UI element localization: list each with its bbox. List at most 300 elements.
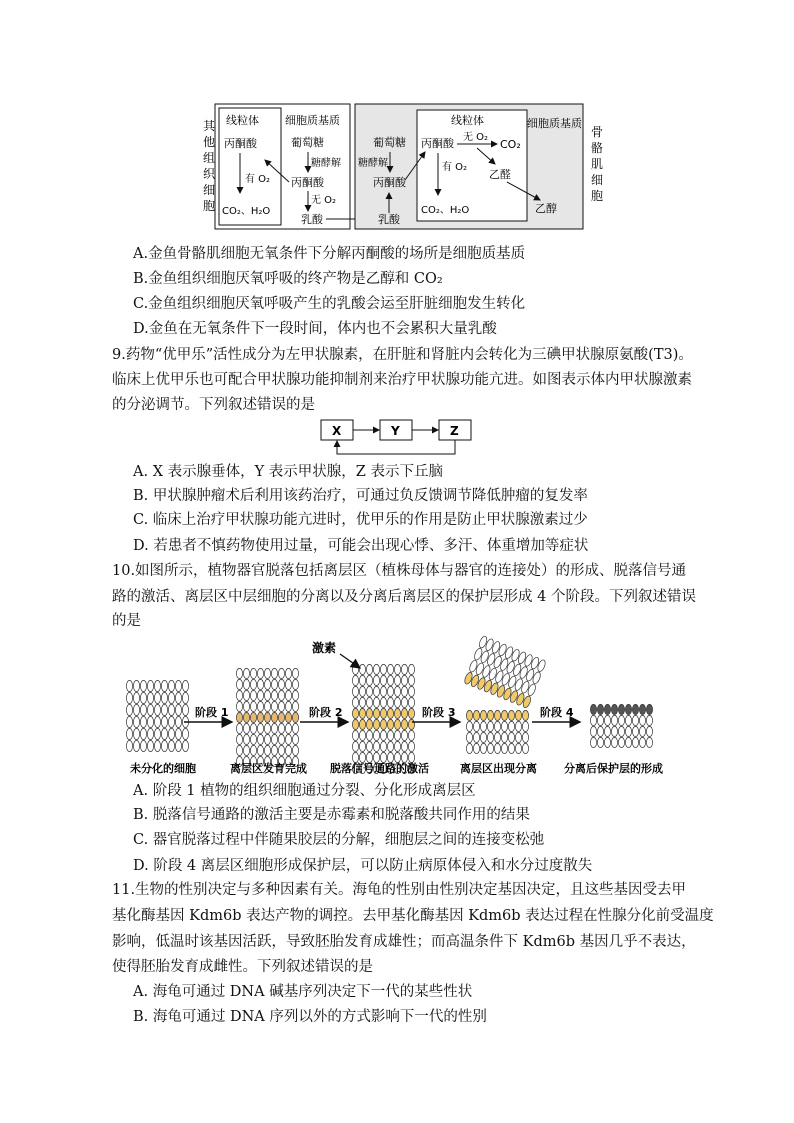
cell <box>480 732 486 742</box>
cell <box>366 675 372 685</box>
cell <box>264 723 270 733</box>
cell <box>394 719 400 729</box>
cell <box>292 723 298 733</box>
cell <box>366 741 372 751</box>
hormone-label: 激素 <box>312 641 337 655</box>
cell <box>285 745 291 755</box>
cell <box>466 710 472 720</box>
cell <box>639 715 645 725</box>
cell <box>140 704 146 715</box>
cell <box>604 715 610 725</box>
cell <box>243 745 249 755</box>
cell <box>632 726 638 736</box>
cell <box>292 701 298 711</box>
cell <box>236 712 242 722</box>
cell <box>161 716 167 727</box>
cell <box>387 664 393 674</box>
svg-text:无 O₂: 无 O₂ <box>463 132 489 143</box>
cell <box>387 719 393 729</box>
cell <box>401 708 407 718</box>
cell <box>292 668 298 678</box>
cell <box>401 730 407 740</box>
cell <box>236 679 242 689</box>
cell <box>147 680 153 691</box>
cell <box>611 715 617 725</box>
svg-text:细: 细 <box>591 173 604 187</box>
cell <box>168 680 174 691</box>
q10-stem-line-3: 的是 <box>112 613 141 629</box>
stage-2-label: 阶段 2 <box>309 706 343 719</box>
svg-text:组: 组 <box>203 151 216 165</box>
svg-text:Z: Z <box>450 424 459 438</box>
cell <box>604 737 610 747</box>
left-cell-label <box>203 118 216 213</box>
cell <box>292 690 298 700</box>
cell <box>126 704 132 715</box>
cell <box>182 692 188 703</box>
svg-text:丙酮酸: 丙酮酸 <box>291 176 324 189</box>
cell <box>271 668 277 678</box>
cell <box>236 668 242 678</box>
cell <box>473 743 479 753</box>
cell <box>625 704 631 714</box>
cell <box>639 726 645 736</box>
cell <box>408 697 414 707</box>
cell <box>175 728 181 739</box>
svg-text:CO₂、H₂O: CO₂、H₂O <box>222 206 271 217</box>
q9-option-a: A. X 表示腺垂体，Y 表示甲状腺，Z 表示下丘脑 <box>133 464 443 480</box>
cell <box>271 734 277 744</box>
cell <box>271 745 277 755</box>
cell <box>243 679 249 689</box>
cell <box>522 732 528 742</box>
cell <box>639 737 645 747</box>
cell <box>154 680 160 691</box>
cell <box>380 708 386 718</box>
cell <box>278 723 284 733</box>
cell <box>387 741 393 751</box>
svg-text:CO₂: CO₂ <box>500 138 521 151</box>
cell <box>175 716 181 727</box>
cell <box>373 730 379 740</box>
svg-text:他: 他 <box>203 135 216 149</box>
cell <box>243 668 249 678</box>
svg-text:CO₂、H₂O: CO₂、H₂O <box>421 205 470 216</box>
cell <box>366 697 372 707</box>
cell <box>285 712 291 722</box>
q8-option-b: B.金鱼组织细胞厌氧呼吸的终产物是乙醇和 CO₂ <box>133 271 443 287</box>
svg-text:骼: 骼 <box>591 141 604 155</box>
cell <box>182 680 188 691</box>
cell <box>590 715 596 725</box>
cell <box>494 743 500 753</box>
cell <box>257 668 263 678</box>
svg-text:乳酸: 乳酸 <box>301 213 323 226</box>
cell <box>604 726 610 736</box>
cell <box>168 728 174 739</box>
cell <box>161 728 167 739</box>
cell <box>611 726 617 736</box>
svg-text:其: 其 <box>203 119 216 133</box>
cell <box>250 690 256 700</box>
cell <box>126 716 132 727</box>
cell <box>292 679 298 689</box>
cell <box>250 734 256 744</box>
cell <box>625 726 631 736</box>
cell <box>285 734 291 744</box>
cell <box>168 692 174 703</box>
q10-option-a: A. 阶段 1 植物的组织细胞通过分裂、分化形成离层区 <box>133 783 476 799</box>
cell <box>408 719 414 729</box>
svg-text:丙酮酸: 丙酮酸 <box>224 137 257 150</box>
cell <box>126 692 132 703</box>
cell <box>257 690 263 700</box>
cell <box>236 734 242 744</box>
cell <box>466 721 472 731</box>
cell <box>480 743 486 753</box>
q11-option-a: A. 海龟可通过 DNA 碱基序列决定下一代的某些性状 <box>133 984 473 1000</box>
cell <box>250 712 256 722</box>
cell <box>154 728 160 739</box>
cell <box>394 675 400 685</box>
cell <box>632 737 638 747</box>
caption-undifferentiated: 未分化的细胞 <box>130 762 196 775</box>
q10-option-d: D. 阶段 4 离层区细胞形成保护层，可以防止病原体侵入和水分过度散失 <box>133 858 593 874</box>
cell <box>243 701 249 711</box>
cell <box>359 675 365 685</box>
cell <box>401 675 407 685</box>
cell <box>264 679 270 689</box>
q8-option-c: C.金鱼组织细胞厌氧呼吸产生的乳酸会运至肝脏细胞发生转化 <box>133 296 526 312</box>
cell <box>466 732 472 742</box>
cell <box>494 732 500 742</box>
cell <box>278 712 284 722</box>
cell <box>285 723 291 733</box>
svg-text:骨: 骨 <box>591 125 604 139</box>
cell <box>515 710 521 720</box>
cell <box>264 668 270 678</box>
svg-text:细: 细 <box>203 183 216 197</box>
cell <box>175 692 181 703</box>
q9-option-c: C. 临床上治疗甲状腺功能亢进时，优甲乐的作用是防止甲状腺激素过少 <box>133 512 588 528</box>
cell <box>408 741 414 751</box>
cell <box>292 712 298 722</box>
cell <box>373 741 379 751</box>
cell <box>394 741 400 751</box>
cell <box>154 740 160 751</box>
cell <box>366 664 372 674</box>
cell <box>408 730 414 740</box>
cell <box>611 704 617 714</box>
q8-option-a: A.金鱼骨骼肌细胞无氧条件下分解丙酮酸的场所是细胞质基质 <box>133 246 526 262</box>
cell <box>380 719 386 729</box>
cell <box>140 692 146 703</box>
cell <box>182 740 188 751</box>
right-mito-label: 线粒体 <box>451 114 484 127</box>
cell <box>366 730 372 740</box>
svg-text:乙醛: 乙醛 <box>489 168 511 181</box>
q11-stem-line-4: 使得胚胎发育成雌性。下列叙述错误的是 <box>112 959 373 975</box>
cell <box>133 716 139 727</box>
cell <box>618 704 624 714</box>
cell <box>257 723 263 733</box>
cell <box>590 704 596 714</box>
cell <box>522 710 528 720</box>
cell <box>264 712 270 722</box>
svg-text:肌: 肌 <box>591 157 604 171</box>
cell <box>250 668 256 678</box>
cell <box>292 734 298 744</box>
cell <box>408 675 414 685</box>
cell <box>182 704 188 715</box>
cell <box>387 686 393 696</box>
cell <box>175 704 181 715</box>
cell <box>140 680 146 691</box>
cell <box>243 690 249 700</box>
stage-3-label: 阶段 3 <box>422 706 456 719</box>
cell <box>646 704 652 714</box>
cell <box>618 737 624 747</box>
cell <box>359 730 365 740</box>
cell <box>646 726 652 736</box>
cell <box>508 710 514 720</box>
left-cyto-label: 细胞质基质 <box>285 114 340 127</box>
cell <box>140 740 146 751</box>
cell <box>487 710 493 720</box>
cell <box>487 743 493 753</box>
svg-text:胞: 胞 <box>591 189 604 203</box>
cell <box>387 730 393 740</box>
cell <box>154 692 160 703</box>
cell <box>366 686 372 696</box>
cell <box>243 723 249 733</box>
cell <box>278 690 284 700</box>
cell <box>394 664 400 674</box>
q9-stem-line-2: 临床上优甲乐也可配合甲状腺功能抑制剂来治疗甲状腺功能亢进。如图表示体内甲状腺激素 <box>112 372 692 388</box>
cell <box>147 740 153 751</box>
cell <box>494 710 500 720</box>
cell <box>487 721 493 731</box>
svg-text:X: X <box>332 424 342 438</box>
cell <box>352 719 358 729</box>
cell <box>133 704 139 715</box>
cell <box>401 697 407 707</box>
cell <box>625 715 631 725</box>
cell <box>175 680 181 691</box>
cell <box>292 745 298 755</box>
cell <box>487 732 493 742</box>
cell <box>278 745 284 755</box>
stage-1-label: 阶段 1 <box>195 706 229 719</box>
cell <box>264 701 270 711</box>
xyz-diagram <box>318 416 478 464</box>
caption-layer-complete: 离层区发育完成 <box>230 762 307 775</box>
cell <box>257 679 263 689</box>
cell <box>515 743 521 753</box>
cell <box>126 728 132 739</box>
cell <box>352 675 358 685</box>
q11-stem-line-1: 11.生物的性别决定与多种因素有关。海龟的性别由性别决定基因决定，且这些基因受去甲 <box>112 882 687 898</box>
svg-text:有 O₂: 有 O₂ <box>442 162 468 173</box>
cell <box>366 719 372 729</box>
cell <box>133 680 139 691</box>
cell <box>597 715 603 725</box>
cell <box>285 701 291 711</box>
svg-text:葡萄糖: 葡萄糖 <box>373 136 406 149</box>
cell <box>278 701 284 711</box>
cell <box>522 721 528 731</box>
cell <box>380 741 386 751</box>
cell <box>387 708 393 718</box>
cell <box>352 708 358 718</box>
abscission-diagram <box>120 632 680 782</box>
cell <box>243 734 249 744</box>
cell <box>501 710 507 720</box>
cell <box>501 732 507 742</box>
q10-stem-line-2: 路的激活、离层区中层细胞的分离以及分离后离层区的保护层形成 4 个阶段。下列叙述错误 <box>112 589 696 605</box>
caption-signal-activation: 脱落信号通路的激活 <box>330 762 429 775</box>
cell <box>611 737 617 747</box>
cell <box>380 730 386 740</box>
cell <box>352 686 358 696</box>
cell <box>236 745 242 755</box>
cell <box>140 716 146 727</box>
cell <box>154 716 160 727</box>
cell <box>618 715 624 725</box>
cell <box>359 741 365 751</box>
cell <box>373 675 379 685</box>
q9-stem-line-1: 9.药物“优甲乐”活性成分为左甲状腺素，在肝脏和肾脏内会转化为三碘甲状腺原氨酸(T3)。 <box>112 347 693 363</box>
cell <box>147 704 153 715</box>
cell <box>133 740 139 751</box>
cell <box>271 690 277 700</box>
svg-text:糖酵解: 糖酵解 <box>358 158 388 169</box>
cell <box>408 708 414 718</box>
q11-stem-line-2: 基化酶基因 Kdm6b 表达产物的调控。去甲基化酶基因 Kdm6b 表达过程在性腺分化前受温度 <box>112 908 714 924</box>
cell <box>394 730 400 740</box>
cell <box>632 704 638 714</box>
cell <box>501 743 507 753</box>
cell <box>250 679 256 689</box>
svg-text:无 O₂: 无 O₂ <box>311 195 337 206</box>
cell <box>161 704 167 715</box>
cell <box>373 697 379 707</box>
cell <box>161 680 167 691</box>
q10-option-b: B. 脱落信号通路的激活主要是赤霉素和脱落酸共同作用的结果 <box>133 807 530 823</box>
cell <box>394 708 400 718</box>
svg-text:葡萄糖: 葡萄糖 <box>291 136 324 149</box>
caption-separation: 离层区出现分离 <box>460 762 537 775</box>
cell <box>278 668 284 678</box>
cell <box>175 740 181 751</box>
cell <box>401 686 407 696</box>
cell <box>243 712 249 722</box>
svg-text:织: 织 <box>203 167 216 181</box>
cell <box>387 697 393 707</box>
cell <box>618 726 624 736</box>
cell <box>352 697 358 707</box>
left-mito-label: 线粒体 <box>226 114 259 127</box>
cell <box>133 728 139 739</box>
cell <box>401 664 407 674</box>
stage-4-label: 阶段 4 <box>540 706 574 719</box>
cell <box>236 690 242 700</box>
cell <box>380 697 386 707</box>
cell <box>639 704 645 714</box>
cell <box>380 664 386 674</box>
svg-text:胞: 胞 <box>203 199 216 213</box>
cell <box>408 686 414 696</box>
cell <box>590 726 596 736</box>
cell <box>147 692 153 703</box>
cell <box>126 680 132 691</box>
svg-text:乳酸: 乳酸 <box>378 213 400 226</box>
cell <box>373 708 379 718</box>
q9-option-d: D. 若患者不慎药物使用过量，可能会出现心悸、多汗、体重增加等症状 <box>133 538 589 554</box>
cell <box>359 664 365 674</box>
cell <box>508 732 514 742</box>
respiration-diagram <box>195 100 615 235</box>
cell <box>625 737 631 747</box>
svg-text:丙酮酸: 丙酮酸 <box>373 176 406 189</box>
cell <box>401 741 407 751</box>
cell <box>522 743 528 753</box>
cell <box>257 701 263 711</box>
cell <box>373 664 379 674</box>
cell <box>515 721 521 731</box>
cell <box>408 664 414 674</box>
cell <box>278 679 284 689</box>
cell <box>394 697 400 707</box>
cell <box>473 732 479 742</box>
svg-text:糖酵解: 糖酵解 <box>311 158 341 169</box>
cell <box>494 721 500 731</box>
cell <box>154 704 160 715</box>
cell <box>161 740 167 751</box>
svg-text:丙酮酸: 丙酮酸 <box>421 137 454 150</box>
caption-protective-layer: 分离后保护层的形成 <box>564 762 663 775</box>
cell <box>359 697 365 707</box>
q9-stem-line-3: 的分泌调节。下列叙述错误的是 <box>112 397 315 413</box>
q10-stem-line-1: 10.如图所示，植物器官脱落包括离层区（植株母体与器官的连接处）的形成、脱落信号通 <box>112 563 687 579</box>
cell <box>182 728 188 739</box>
cell <box>597 704 603 714</box>
cell <box>380 686 386 696</box>
cell <box>508 743 514 753</box>
q10-option-c: C. 器官脱落过程中伴随果胶层的分解，细胞层之间的连接变松弛 <box>133 832 545 848</box>
cell <box>271 712 277 722</box>
cell <box>515 732 521 742</box>
cell <box>359 686 365 696</box>
cell <box>126 740 132 751</box>
cell <box>359 708 365 718</box>
cell <box>373 719 379 729</box>
cell <box>604 704 610 714</box>
cell <box>168 740 174 751</box>
cell <box>480 721 486 731</box>
q9-option-b: B. 甲状腺肿瘤术后利用该药治疗，可通过负反馈调节降低肿瘤的复发率 <box>133 488 588 504</box>
cell <box>257 712 263 722</box>
cell <box>236 723 242 733</box>
cell <box>285 679 291 689</box>
cell <box>352 730 358 740</box>
cell <box>508 721 514 731</box>
cell <box>271 723 277 733</box>
cell <box>168 716 174 727</box>
cell <box>352 741 358 751</box>
cell <box>285 690 291 700</box>
cell <box>161 692 167 703</box>
